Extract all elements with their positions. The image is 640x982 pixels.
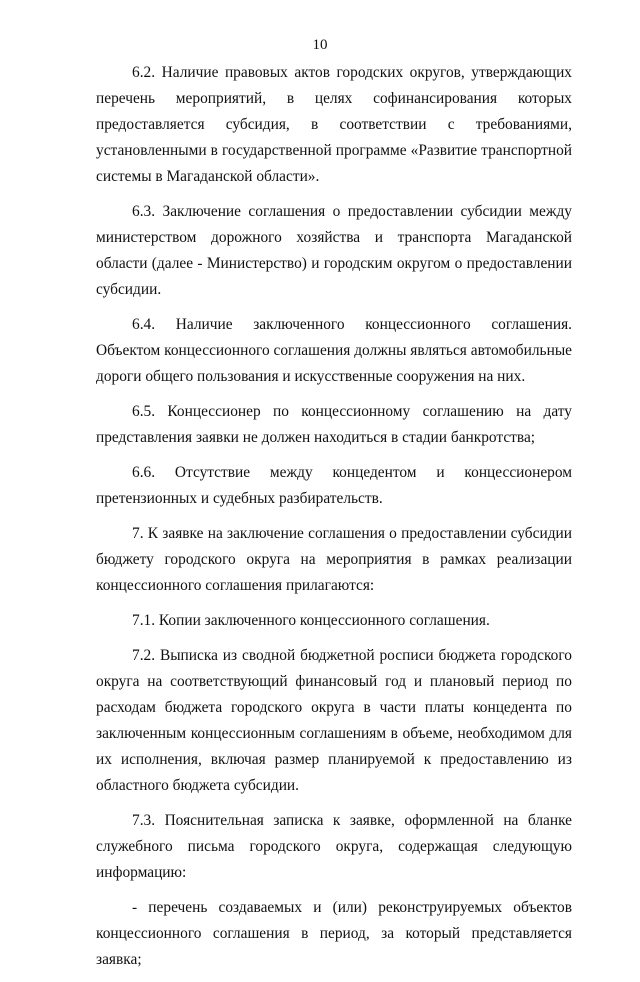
paragraph-6-6: 6.6. Отсутствие между концедентом и концессионером претензионных и судебных разбирательств.	[96, 464, 572, 507]
paragraph-6-2: 6.2. Наличие правовых актов городских округов, утверждающих перечень мероприятий, в целях софинансирования которых предоставляется субсидия, в соответствии с требованиями, установленными в государственной программе «Развитие транспортной системы в Магаданской области».	[96, 64, 572, 185]
page-number: 10	[312, 37, 328, 53]
paragraph-6-3: 6.3. Заключение соглашения о предоставлении субсидии между министерством дорожного хозяйства и транспорта Магаданской области (далее - Министерство) и городским округом о предоставлении субсидии.	[96, 203, 572, 298]
paragraph-7: 7. К заявке на заключение соглашения о предоставлении субсидии бюджету городского округа на мероприятия в рамках реализации концессионного соглашения прилагаются:	[96, 525, 572, 594]
paragraph-7-3: 7.3. Пояснительная записка к заявке, оформленной на бланке служебного письма городского округа, содержащая следующую информацию:	[96, 812, 572, 881]
list-item-objects: - перечень создаваемых и (или) реконструируемых объектов концессионного соглашения в период, за который представляется заявка;	[96, 899, 572, 968]
paragraph-6-5: 6.5. Концессионер по концессионному соглашению на дату представления заявки не должен находиться в стадии банкротства;	[96, 403, 572, 446]
paragraph-7-1: 7.1. Копии заключенного концессионного соглашения.	[132, 612, 490, 629]
document-body	[96, 60, 572, 982]
paragraph-7-2: 7.2. Выписка из сводной бюджетной росписи бюджета городского округа на соответствующий финансовый год и плановый период по расходам бюджета городского округа в части платы концедента по заключенным концессионным соглашениям в объеме, необходимом для их исполнения, включая размер планируемой к предоставлению из областного бюджета субсидии.	[96, 647, 572, 794]
paragraph-6-4: 6.4. Наличие заключенного концессионного соглашения. Объектом концессионного соглашения должны являться автомобильные дороги общего пользования и искусственные сооружения на них.	[96, 316, 572, 385]
